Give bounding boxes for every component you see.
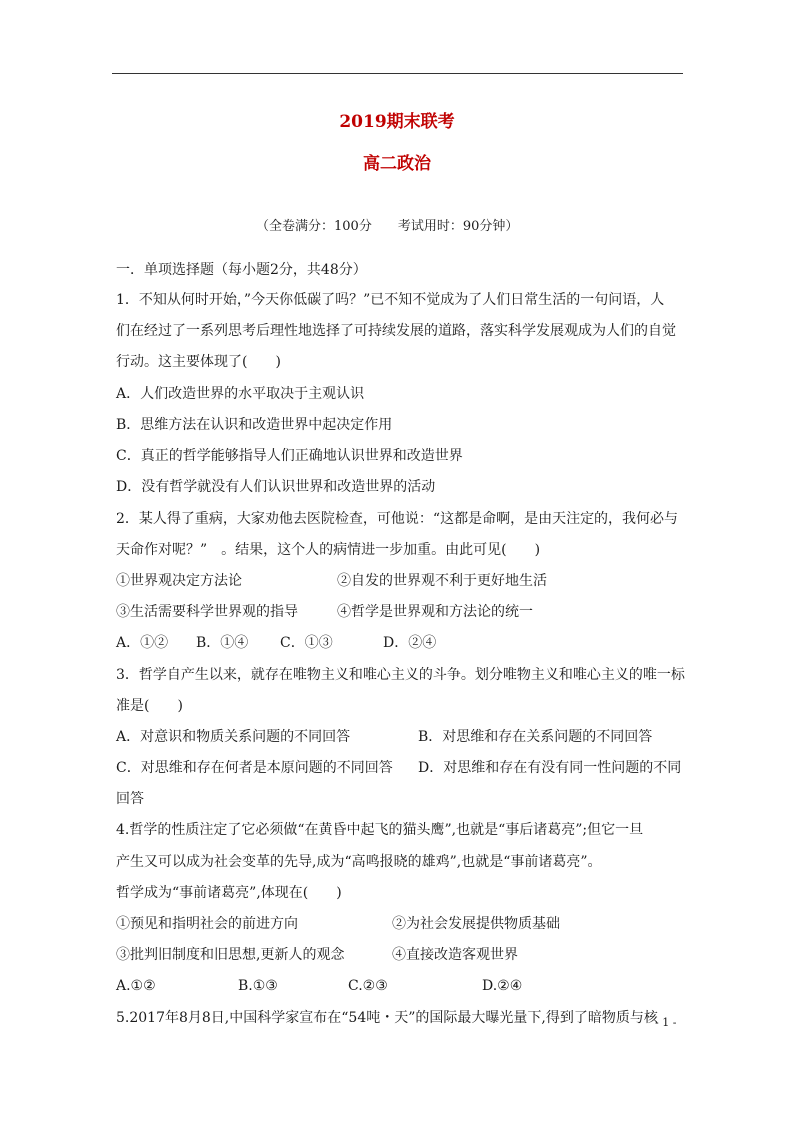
item-3: ③生活需要科学世界观的指导 [116,604,298,620]
question-stem-line: 哲学成为“事前诸葛亮”,体现在( ) [116,885,342,901]
question-stem-line: 3．哲学自产生以来，就存在唯物主义和唯心主义的斗争。划分唯物主义和唯心主义的唯一标 [116,667,685,683]
option-a: A．对意识和物质关系问题的不同回答 [116,729,351,745]
question-stem-line: 产生又可以成为社会变革的先导,成为“高鸣报晓的雄鸡”,也就是“事前诸葛亮”。 [116,854,602,870]
item-2: ②为社会发展提供物质基础 [392,916,560,932]
option-c: C．真正的哲学能够指导人们正确地认识世界和改造世界 [116,448,463,464]
exam-info: （全卷满分：100分 考试用时：90分钟） [256,219,519,234]
choice-d: D.②④ [482,978,523,994]
option-b: B．对思维和存在关系问题的不同回答 [418,729,653,745]
page-number: - 1 - [655,1016,677,1029]
question-stem-line: 2．某人得了重病，大家劝他去医院检查，可他说：“这都是命啊，是由天注定的，我何必与 [116,511,679,527]
option-d: D．没有哲学就没有人们认识世界和改造世界的活动 [116,479,436,495]
item-4: ④直接改造客观世界 [392,947,518,963]
question-stem-line: 天命作对呢？” 。结果，这个人的病情进一步加重。由此可见( ) [116,542,541,558]
choice-a: A.①② [116,978,156,994]
question-stem-line: 们在经过了一系列思考后理性地选择了可持续发展的道路，落实科学发展观成为人们的自觉 [116,323,676,339]
question-stem-line: 4.哲学的性质注定了它必须做“在黄昏中起飞的猫头鹰”,也就是“事后诸葛亮”;但它一旦 [116,822,644,838]
page-subtitle: 高二政治 [363,154,431,174]
option-a: A．人们改造世界的水平取决于主观认识 [116,386,365,402]
question-stem-line: 准是( ) [116,698,183,714]
question-5-stem: 5.2017年8月8日,中国科学家宣布在“54吨・天”的国际最大曝光量下,得到了暗物质与核 [116,1010,658,1026]
item-1: ①预见和指明社会的前进方向 [116,916,298,932]
item-2: ②自发的世界观不利于更好地生活 [337,573,547,589]
choice-b: B.①③ [238,978,278,994]
item-4: ④哲学是世界观和方法论的统一 [337,604,533,620]
choice-b: B．①④ [196,635,249,651]
question-stem-line: 行动。这主要体现了( ) [116,354,281,370]
option-b: B．思维方法在认识和改造世界中起决定作用 [116,417,393,433]
choice-d: D．②④ [383,635,437,651]
choice-a: A．①② [116,635,169,651]
question-stem-line: 1．不知从何时开始，”今天你低碳了吗？”已不知不觉成为了人们日常生活的一句问语，人 [116,292,665,308]
item-3: ③批判旧制度和旧思想,更新人的观念 [116,947,345,963]
header-rule [112,73,683,74]
choice-c: C．①③ [280,635,333,651]
option-d: D．对思维和存在有没有同一性问题的不同 [418,760,682,776]
section-heading: 一．单项选择题（每小题2分，共48分） [116,262,367,278]
choice-c: C.②③ [348,978,388,994]
option-d-continued: 回答 [116,791,144,807]
item-1: ①世界观决定方法论 [116,573,242,589]
option-c: C．对思维和存在何者是本原问题的不同回答 [116,760,393,776]
page-title: 2019期末联考 [339,112,455,132]
